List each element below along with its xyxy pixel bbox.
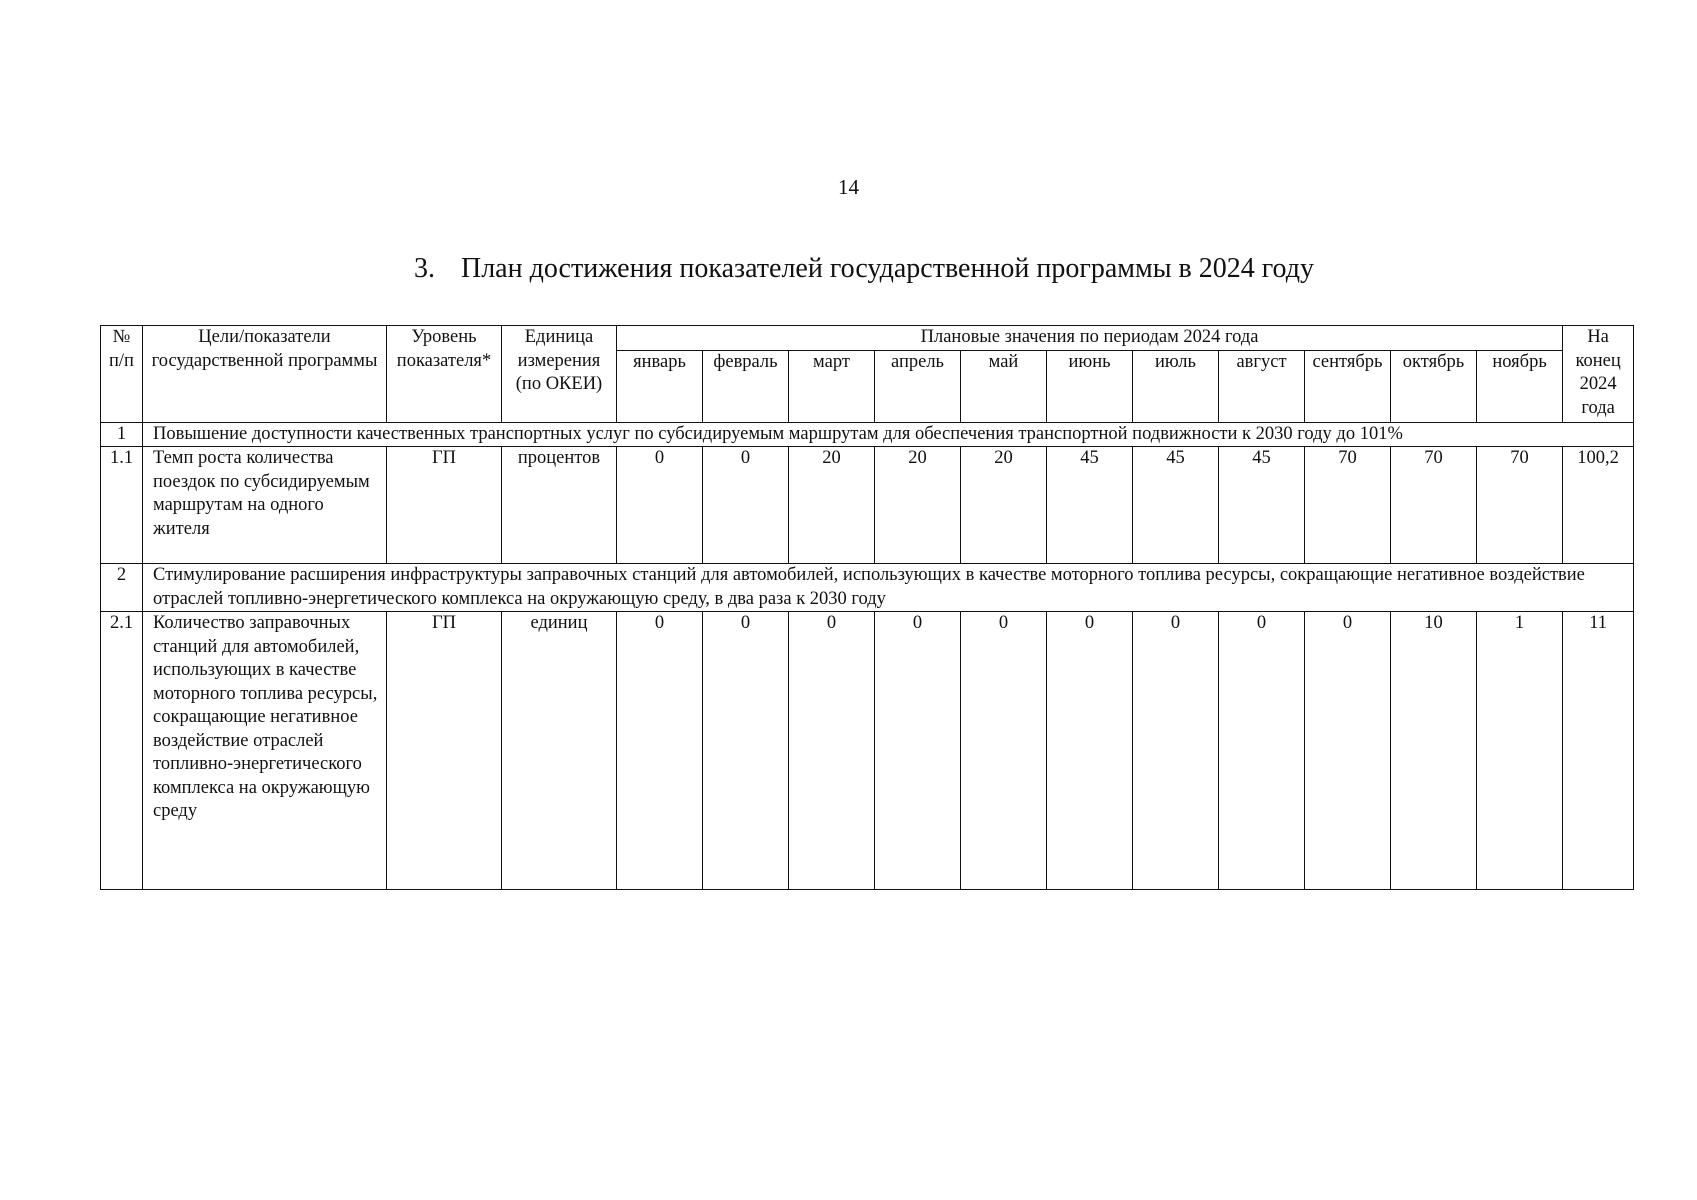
month-value: 0 [1047,612,1133,890]
goal-text: Стимулирование расширения инфраструктуры заправочных станций для автомобилей, использующих в качестве моторного топлива ресурсы, сокращающие негативное воздействие отраслей топливно-энергетического комплекса на окружающую среду, в два раза к 2030 году [143,564,1634,612]
month-value: 45 [1047,447,1133,564]
header-month: август [1219,350,1305,422]
month-value: 0 [1219,612,1305,890]
header-month: январь [617,350,703,422]
month-value: 0 [703,612,789,890]
indicators-plan-table [100,325,1634,890]
header-planned-values: Плановые значения по периодам 2024 года [617,326,1563,351]
header-month: май [961,350,1047,422]
header-month: ноябрь [1477,350,1563,422]
header-month: апрель [875,350,961,422]
end-of-year-value: 11 [1563,612,1634,890]
month-value: 70 [1477,447,1563,564]
indicator-unit: процентов [502,447,617,564]
month-value: 45 [1219,447,1305,564]
month-value: 0 [703,447,789,564]
indicator-level: ГП [387,612,502,890]
month-value: 0 [961,612,1047,890]
indicator-row [101,612,1634,890]
month-value: 0 [1133,612,1219,890]
indicator-number: 1.1 [101,447,143,564]
indicator-level: ГП [387,447,502,564]
page-number: 14 [838,175,859,199]
month-value: 1 [1477,612,1563,890]
header-month: март [789,350,875,422]
header-end-of-year: На конец 2024 года [1563,326,1634,423]
header-month: февраль [703,350,789,422]
header-level: Уровень показателя* [387,326,502,423]
header-unit: Единица измерения (по ОКЕИ) [502,326,617,423]
goal-number: 2 [101,564,143,612]
month-value: 70 [1305,447,1391,564]
header-month: июнь [1047,350,1133,422]
indicator-unit: единиц [502,612,617,890]
month-value: 0 [789,612,875,890]
goal-text: Повышение доступности качественных транспортных услуг по субсидируемым маршрутам для обеспечения транспортной подвижности к 2030 году до 101% [143,422,1634,447]
month-value: 0 [875,612,961,890]
header-goals: Цели/показатели государственной программы [143,326,387,423]
section-title: План достижения показателей государственной программы в 2024 году [460,253,1314,284]
month-value: 20 [789,447,875,564]
month-value: 10 [1391,612,1477,890]
section-heading [0,253,1697,285]
section-number: 3. [413,253,435,284]
table-header-row [101,326,1634,351]
header-month: октябрь [1391,350,1477,422]
month-value: 0 [617,612,703,890]
month-value: 20 [961,447,1047,564]
goal-row [101,422,1634,447]
month-value: 45 [1133,447,1219,564]
indicator-name: Темп роста количества поездок по субсидируемым маршрутам на одного жителя [143,447,387,564]
indicator-row [101,447,1634,564]
header-num: № п/п [101,326,143,423]
month-value: 0 [617,447,703,564]
month-value: 20 [875,447,961,564]
indicator-number: 2.1 [101,612,143,890]
goal-row [101,564,1634,612]
end-of-year-value: 100,2 [1563,447,1634,564]
header-month: июль [1133,350,1219,422]
month-value: 0 [1305,612,1391,890]
month-value: 70 [1391,447,1477,564]
header-month: сентябрь [1305,350,1391,422]
goal-number: 1 [101,422,143,447]
indicator-name: Количество заправочных станций для автомобилей, использующих в качестве моторного топлива ресурсы, сокращающие негативное воздействие отраслей топливно-энергетического комплекса на окружающую среду [143,612,387,890]
